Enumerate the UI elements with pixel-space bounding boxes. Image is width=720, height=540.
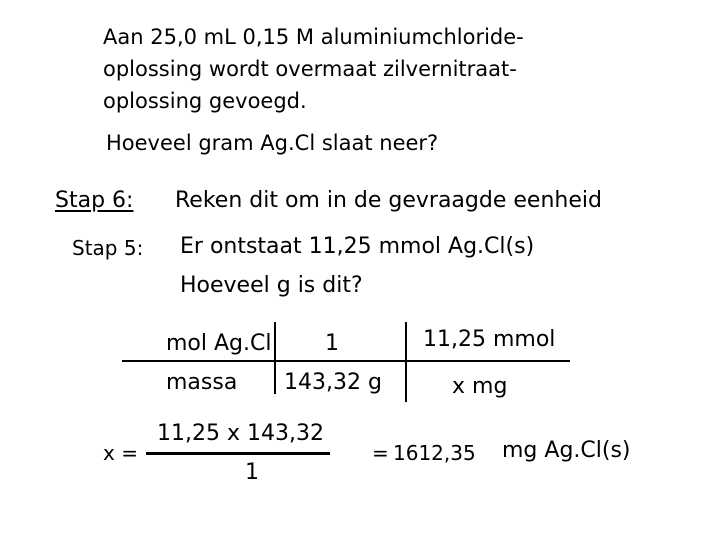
question-line-2: oplossing wordt overmaat zilvernitraat- [103, 57, 517, 81]
fraction-denominator: 1 [245, 460, 259, 485]
question-line-3: oplossing gevoegd. [103, 89, 307, 113]
table-row-2-value: 143,32 g [284, 370, 382, 395]
fraction-bar [146, 452, 330, 455]
table-vertical-divider-right [405, 322, 407, 402]
step-5-text-2: Hoeveel g is dit? [180, 273, 363, 298]
step-6-label: Stap 6: [55, 188, 134, 213]
result-value: 1612,35 [393, 441, 476, 465]
step-6-text: Reken dit om in de gevraagde eenheid [175, 188, 602, 213]
equals-sign: = [372, 441, 389, 465]
step-5-label: Stap 5: [72, 236, 144, 260]
question-line-4: Hoeveel gram Ag.Cl slaat neer? [106, 131, 439, 155]
table-horizontal-divider [122, 360, 570, 362]
table-row-1-label: mol Ag.Cl [166, 331, 272, 356]
table-row-1-right: 11,25 mmol [423, 327, 556, 352]
table-row-2-right: x mg [452, 374, 508, 399]
table-row-1-value: 1 [325, 331, 339, 356]
fraction-numerator: 11,25 x 143,32 [157, 421, 324, 446]
table-row-2-label: massa [166, 370, 238, 395]
step-5-text-1: Er ontstaat 11,25 mmol Ag.Cl(s) [180, 234, 535, 259]
result-unit: mg Ag.Cl(s) [502, 438, 631, 463]
question-line-1: Aan 25,0 mL 0,15 M aluminiumchloride- [103, 25, 524, 49]
x-equals-label: x = [103, 441, 138, 465]
table-vertical-divider-left [274, 322, 276, 394]
